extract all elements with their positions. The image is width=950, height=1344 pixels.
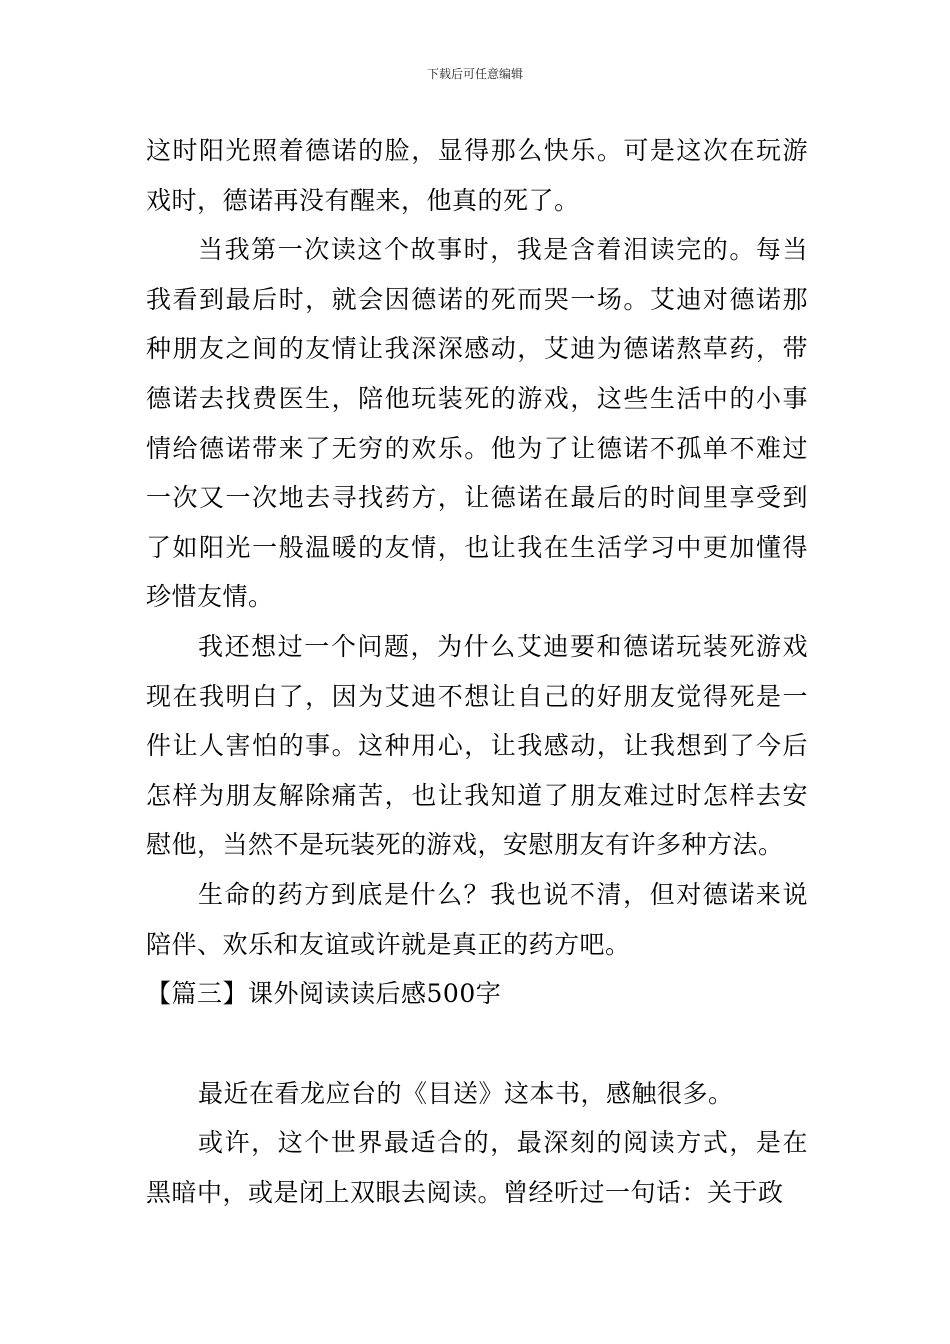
- paragraph-2: 当我第一次读这个故事时，我是含着泪读完的。每当我看到最后时，就会因德诺的死而哭一场。艾迪对德诺那种朋友之间的友情让我深深感动，艾迪为德诺熬草药，带德诺去找费医生，陪他玩装死的游戏，这些生活中的小事情给德诺带来了无穷的欢乐。他为了让德诺不孤单不难过一次又一次地去寻找药方，让德诺在最后的时间里享受到了如阳光一般温暖的友情，也让我在生活学习中更加懂得珍惜友情。: [146, 235, 808, 612]
- section-heading: 【篇三】课外阅读读后感500字: [146, 979, 502, 1009]
- page-header: 下载后可任意编辑: [426, 67, 523, 81]
- document-body: [146, 126, 808, 1217]
- paragraph-4: 生命的药方到底是什么？我也说不清，但对德诺来说陪伴、欢乐和友谊或许就是真正的药方吧。: [146, 879, 808, 959]
- paragraph-3: 我还想过一个问题，为什么艾迪要和德诺玩装死游戏现在我明白了，因为艾迪不想让自己的好朋友觉得死是一件让人害怕的事。这种用心，让我感动，让我想到了今后怎样为朋友解除痛苦，也让我知道了朋友难过时怎样去安慰他，当然不是玩装死的游戏，安慰朋友有许多种方法。: [146, 631, 808, 860]
- paragraph-5: 最近在看龙应台的《目送》这本书，感触很多。: [198, 1078, 734, 1108]
- blank-line: [146, 1019, 808, 1069]
- paragraph-6: 或许，这个世界最适合的，最深刻的阅读方式，是在黑暗中，或是闭上双眼去阅读。曾经听过一句话：关于政: [146, 1128, 808, 1207]
- paragraph-1: 这时阳光照着德诺的脸，显得那么快乐。可是这次在玩游戏时，德诺再没有醒来，他真的死了。: [146, 136, 808, 215]
